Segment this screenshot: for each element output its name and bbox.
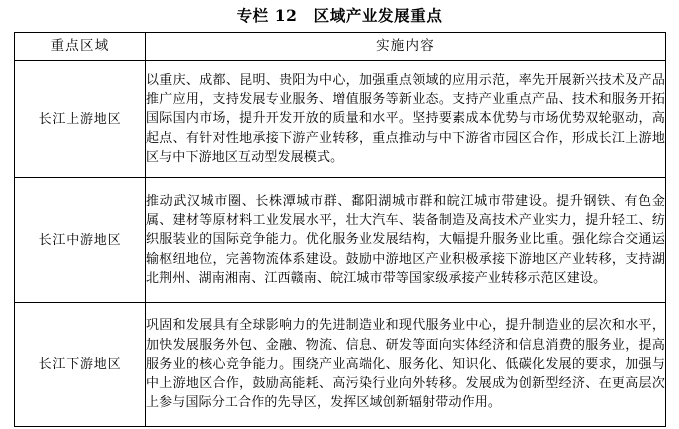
content-cell-upstream	[146, 61, 666, 178]
content-text: 推动武汉城市圈、长株潭城市群、鄱阳湖城市群和皖江城市带建设。提升钢铁、有色金属、建材等原材料工业发展水平，壮大汽车、装备制造及高技术产业实力，提升轻工、纺织服装业的国际竞争能力。优化服务业发展结构，大幅提升服务业比重。强化综合交通运输枢纽地位，完善物流体系建设。鼓励中游地区产业积极承接下游地区产业转移，支持湖北荆州、湖南湘南、江西赣南、皖江城市带等国家级承接产业转移示范区建设。	[146, 193, 665, 286]
regional-industry-table	[14, 32, 666, 427]
table-row	[15, 178, 666, 303]
region-label-downstream: 长江下游地区	[15, 303, 146, 427]
table-row	[15, 303, 666, 427]
region-label-midstream: 长江中游地区	[15, 178, 146, 303]
column-header-content: 实施内容	[146, 33, 666, 61]
table-header	[15, 33, 666, 61]
page-title: 专栏 12 区域产业发展重点	[236, 6, 443, 25]
content-text: 巩固和发展具有全球影响力的先进制造业和现代服务业中心，提升制造业的层次和水平，加快发展服务外包、金融、物流、信息、研发等面向实体经济和信息消费的服务业，提高服务业的核心竞争能力。围绕产业高端化、服务化、知识化、低碳化发展的要求，加强与中上游地区合作，鼓励高能耗、高污染行业向外转移。发展成为创新型经济、在更高层次上参与国际分工合作的先导区，发挥区域创新辐射带动作用。	[146, 318, 665, 411]
table-container	[14, 32, 665, 427]
region-label-upstream: 长江上游地区	[15, 61, 146, 178]
table-body	[15, 61, 666, 427]
table-row	[15, 61, 666, 178]
table-header-row	[15, 33, 666, 61]
content-cell-downstream	[146, 303, 666, 427]
column-header-region: 重点区域	[15, 33, 146, 61]
content-text: 以重庆、成都、昆明、贵阳为中心，加强重点领域的应用示范，率先开展新兴技术及产品推广应用，支持发展专业服务、增值服务等新业态。支持产业重点产品、技术和服务开拓国际国内市场，提升开发开放的质量和水平。坚持要素成本优势与市场优势双轮驱动，高起点、有针对性地承接下游产业转移，重点推动与中下游省市园区合作，形成长江上游地区与中下游地区互动型发展模式。	[146, 72, 665, 165]
content-cell-midstream	[146, 178, 666, 303]
